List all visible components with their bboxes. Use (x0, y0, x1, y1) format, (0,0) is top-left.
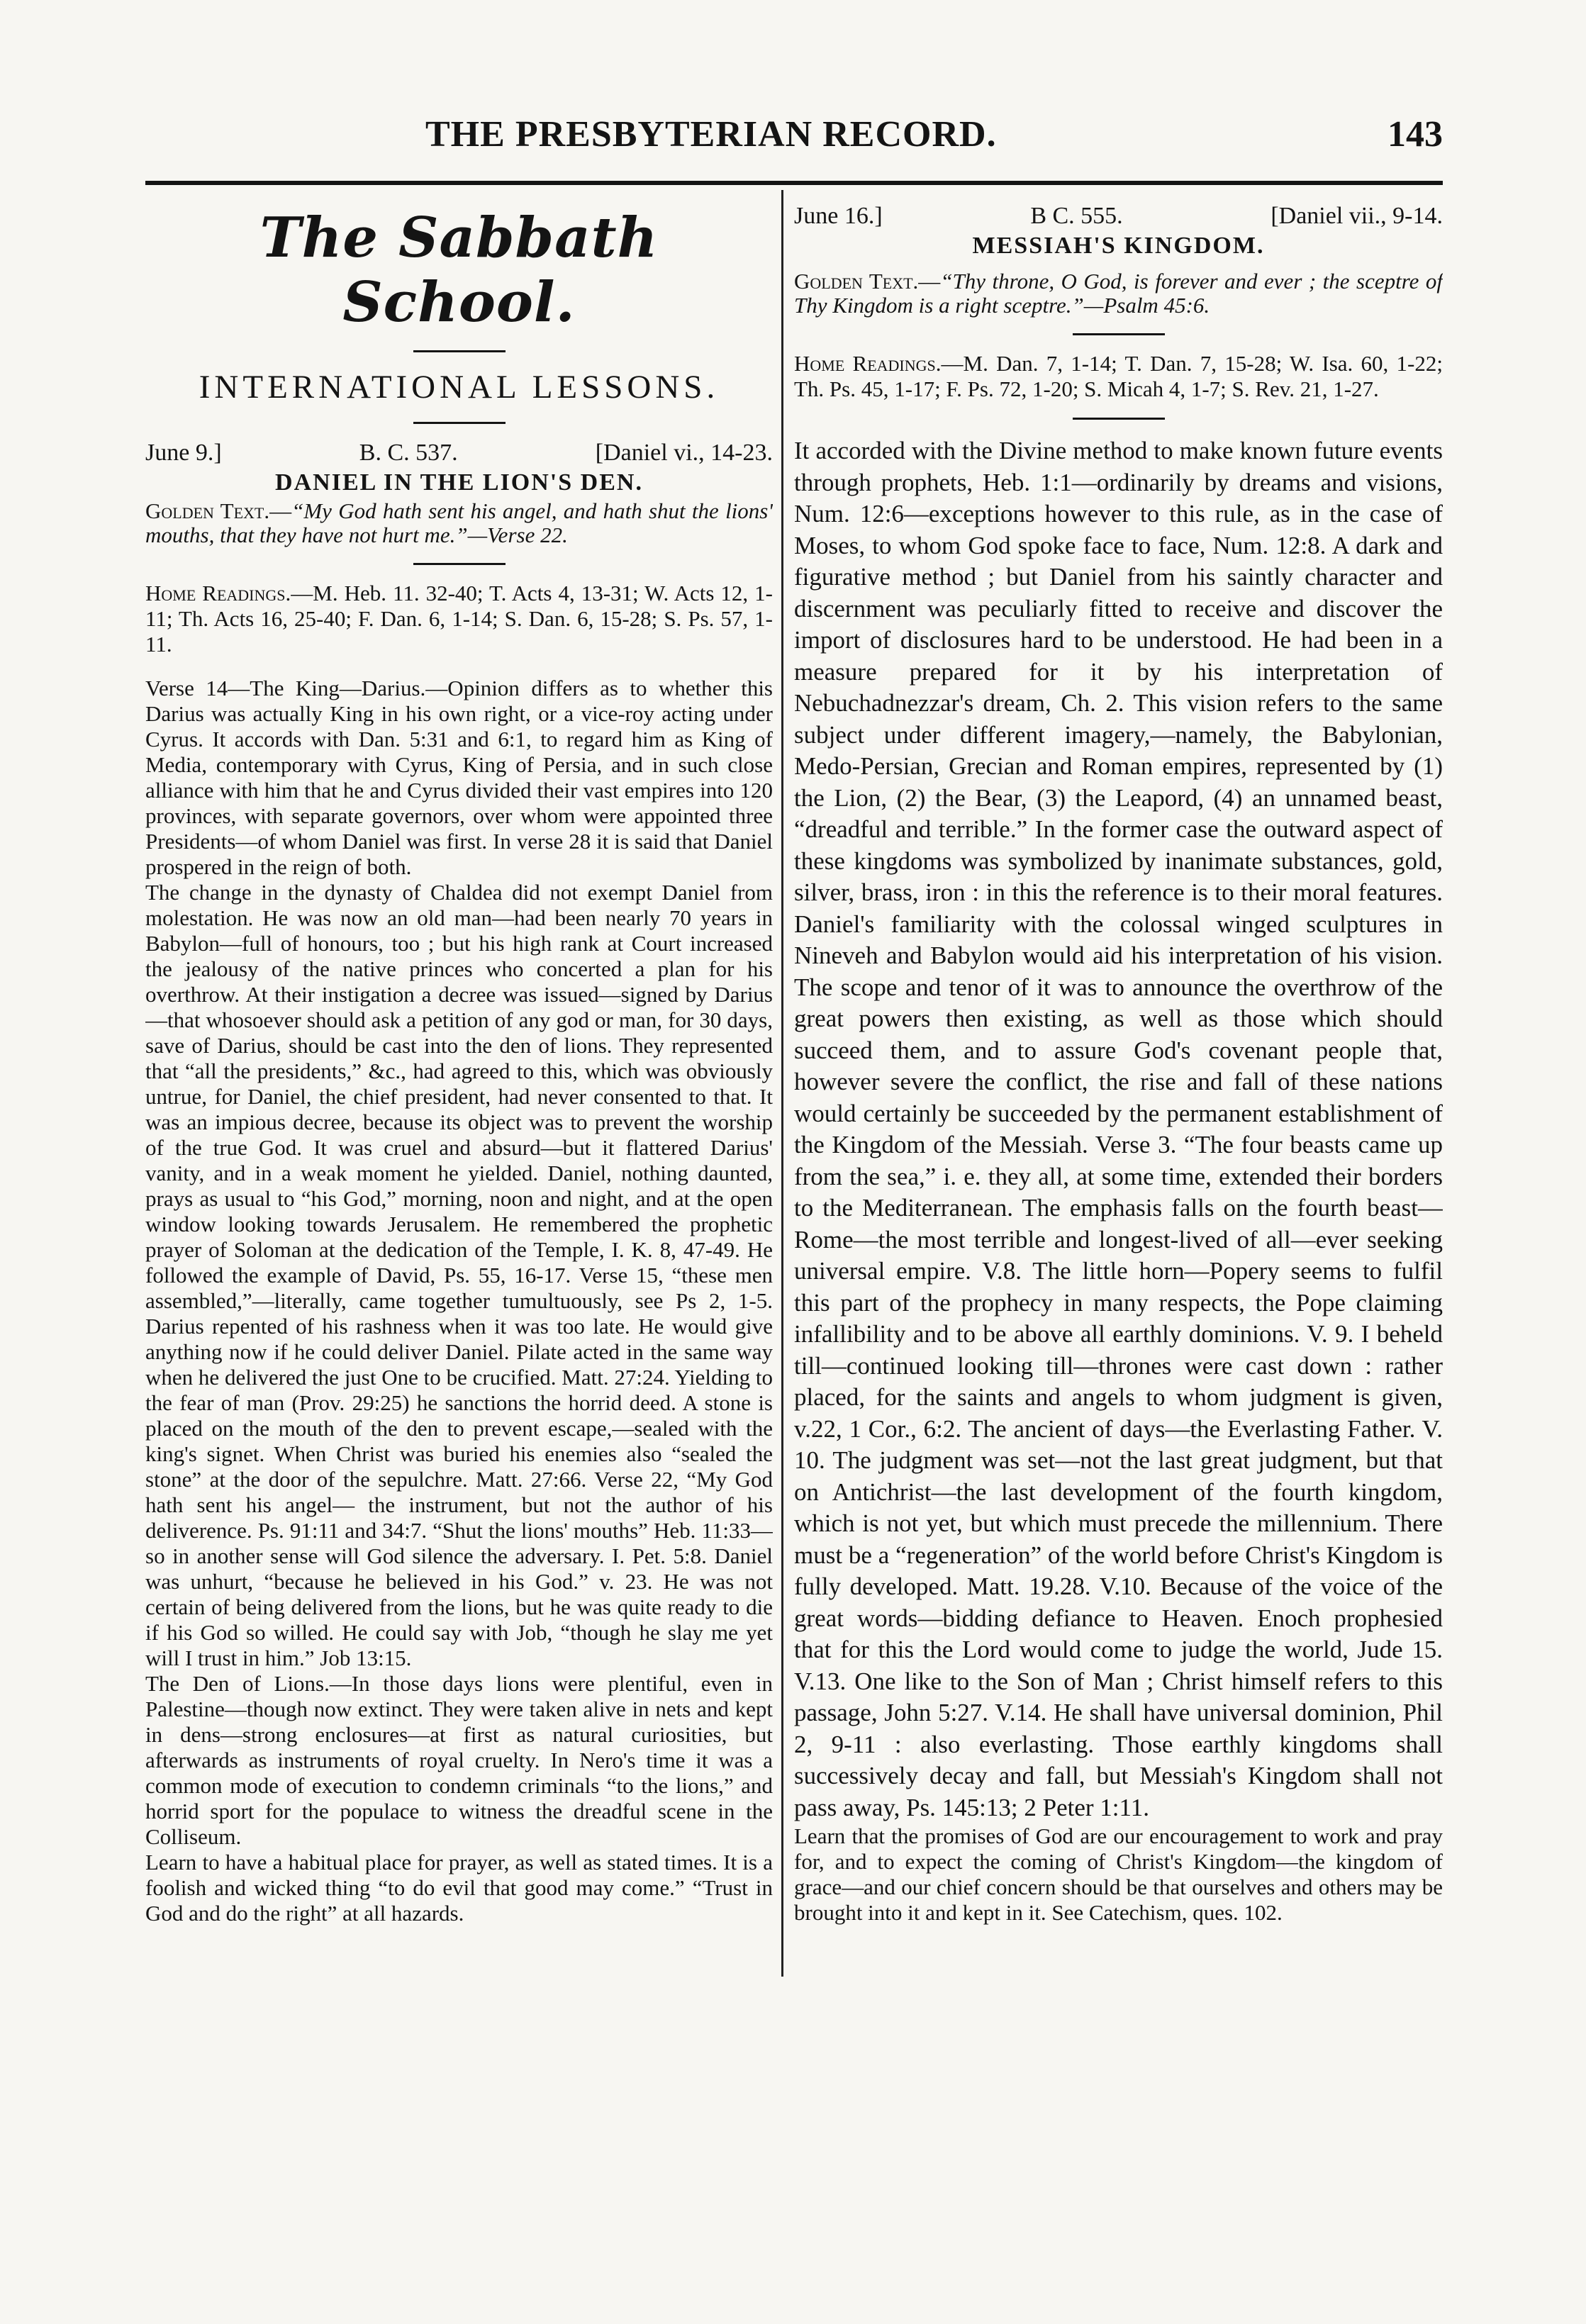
column-divider (781, 190, 783, 1977)
paragraph: The change in the dynasty of Chaldea did not exempt Daniel from molestation. He was now an old man—had been nearly 70 years in Babylon—full of honours, too ; but his high rank at Court increased the jealousy of the native princes who concerted a plan for his overthrow. At their instigation a decree was issued—signed by Darius—that whosoever should ask a petition of any god or man, for 30 days, save of Darius, should be cast into the den of lions. They represented that “all the presidents,” &c., had agreed to this, which was obviously untrue, for Daniel, the chief president, had never consented to that. It was an impious decree, because its object was to prevent the worship of the true God. It was cruel and absurd—but it flattered Darius' vanity, and in a weak moment he yielded. Daniel, nothing daunted, prays as usual to “his God,” morning, noon and night, and at the open window looking towards Jerusalem. He remembered the prophetic prayer of Soloman at the dedication of the Temple, I. K. 8, 47-49. He followed the example of David, Ps. 55, 16-17. Verse 15, “these men assembled,”—literally, came together tumultuously, see Ps 2, 1-5. Darius repented of his rashness when it was too late. He would give anything now if he could deliver Daniel. Pilate acted in the same way when he delivered the just One to be crucified. Matt. 27:24. Yielding to the fear of man (Prov. 29:25) he sanctions the horrid deed. A stone is placed on the mouth of the den to prevent escape,—sealed with the king's signet. When Christ was buried his enemies also “sealed the stone” at the door of the sepulchre. Matt. 27:66. Verse 22, “My God hath sent his angel— the instrument, but not the author of his deliverence. Ps. 91:11 and 34:7. “Shut the lions' mouths” Heb. 11:33—so in another sense will God silence the adversary. I. Pet. 5:8. Daniel was unhurt, “because he believed in his God.” v. 23. He was not certain of being delivered from the lions, but he was quite ready to die if his God so willed. He could say with Job, “though he slay me yet will I trust in him.” Job 13:15. (145, 880, 773, 1670)
lesson-reference: [Daniel vi., 14-23. (595, 440, 773, 466)
short-rule (413, 422, 506, 424)
lesson-date: June 9.] (145, 440, 222, 466)
home-readings-text: M. Dan. 7, 1-14; T. Dan. 7, 15-28; W. Isa. 60, 1-22; Th. Ps. 45, 1-17; F. Ps. 72, 1-20; S. Micah 4, 1-7; S. Rev. 21, 1-27. (794, 351, 1443, 401)
short-rule (1073, 333, 1165, 335)
lesson-title: DANIEL IN THE LION'S DEN. (275, 469, 643, 496)
page-number: 143 (1387, 114, 1443, 155)
golden-label: Golden Text.— (145, 498, 292, 523)
home-label: Home Readings.— (145, 581, 313, 605)
lesson-header (145, 440, 773, 467)
lesson-era: B C. 555. (1030, 203, 1123, 229)
home-readings (794, 351, 1443, 402)
section-title: The Sabbath School. (259, 206, 659, 335)
right-body (794, 435, 1443, 1823)
short-rule (413, 350, 506, 352)
paragraph: Learn that the promises of God are our encouragement to work and pray for, and to expect the coming of Christ's Kingdom—the kingdom of grace—and our chief concern should be that ourselves and others may be brought into it and kept in it. See Catechism, ques. 102. (794, 1823, 1443, 1925)
running-header (145, 113, 1443, 170)
golden-text (794, 269, 1443, 318)
home-label: Home Readings.— (794, 351, 964, 376)
golden-text (145, 499, 773, 547)
lesson-reference: [Daniel vii., 9-14. (1271, 203, 1443, 229)
golden-label: Golden Text.— (794, 269, 941, 294)
right-column (794, 199, 1443, 2148)
lesson-date: June 16.] (794, 203, 883, 229)
lesson-title: MESSIAH'S KINGDOM. (972, 233, 1265, 259)
paragraph: Learn to have a habitual place for prayer, as well as stated times. It is a foolish and wicked thing “to do evil that good may come.” “Trust in God and do the right” at all hazards. (145, 1850, 773, 1926)
paragraph: It accorded with the Divine method to make known future events through prophets, Heb. 1:1—ordinarily by dreams and visions, Num. 12:6—exceptions however to this rule, as in the case of Moses, to whom God spoke face to face, Num. 12:8. A dark and figurative method ; but Daniel from his saintly character and discernment was peculiarly fitted to receive and discover the import of disclosures hard to be understood. He had been in a measure prepared for it by his interpretation of Nebuchadnezzar's dream, Ch. 2. This vision refers to the same subject under different imagery,—namely, the Babylonian, Medo-Persian, Grecian and Roman empires, represented by (1) the Lion, (2) the Bear, (3) the Leapord, (4) an unnamed beast, “dreadful and terrible.” In the former case the outward aspect of these kingdoms was symbolized by inanimate substances, gold, silver, brass, iron : in this the reference is to their moral features. Daniel's familiarity with the colossal winged sculptures in Nineveh and Babylon would aid his interpretation of his vision. The scope and tenor of it was to announce the overthrow of the great powers then existing, as well as those which should succeed them, and to assure God's covenant people that, however severe the conflict, the rise and fall of these nations would certainly be succeeded by the permanent establishment of the Kingdom of the Messiah. Verse 3. “The four beasts came up from the sea,” i. e. they all, at some time, extended their borders to the Mediterranean. The emphasis falls on the fourth beast—Rome—the most terrible and longest-lived of all—ever seeking universal empire. V.8. The little horn—Popery seems to fulfil this part of the prophecy in many respects, the Pope claiming infallibility and to be above all earthly dominions. V. 9. I beheld till—continued looking till—thrones were cast down : rather placed, for the saints and angels to whom judgment is given, v.22, 1 Cor., 6:2. The ancient of days—the Everlasting Father. V. 10. The judgment was set—not the last great judgment, but that on Antichrist—the last development of the fourth kingdom, which is not yet, but which must precede the millennium. There must be a “regeneration” of the world before Christ's Kingdom is fully developed. Matt. 19.28. V.10. Because of the voice of the great words—bidding defiance to Heaven. Enoch prophesied that for this the Lord would come to judge the world, Jude 15. V.13. One like to the Son of Man ; Christ himself refers to this passage, John 5:27. V.14. He shall have universal dominion, Phil 2, 9-11 : also everlasting. Those earthly kingdoms shall successively decay and fall, but Messiah's Kingdom shall not pass away, Ps. 145:13; 2 Peter 1:11. (794, 437, 1443, 1821)
lesson-header (794, 203, 1443, 230)
left-column (145, 199, 773, 2148)
header-rule (145, 181, 1443, 185)
running-title: THE PRESBYTERIAN RECORD. (425, 114, 997, 155)
home-readings-text: M. Heb. 11. 32-40; T. Acts 4, 13-31; W. Acts 12, 1-11; Th. Acts 16, 25-40; F. Dan. 6, 1-14; S. Dan. 6, 15-28; S. Ps. 57, 1-11. (145, 581, 773, 657)
golden-quote: “Thy throne, O God, is forever and ever ; the sceptre of Thy Kingdom is a right sceptre.”—Psalm 45:6. (794, 269, 1443, 318)
short-rule (1073, 418, 1165, 420)
home-readings (145, 581, 773, 657)
right-body-small (794, 1823, 1443, 1926)
short-rule (413, 563, 506, 565)
paragraph: The Den of Lions.—In those days lions were plentiful, even in Palestine—though now extinct. They were taken alive in nets and kept in dens—strong enclosures—at first as natural curiosities, but afterwards as instruments of royal cruelty. In Nero's time it was a common mode of execution to condemn criminals “to the lions,” and horrid sport for the populace to witness the dreadful scene in the Colliseum. (145, 1671, 773, 1849)
paragraph: Verse 14—The King—Darius.—Opinion differs as to whether this Darius was actually King in his own right, or a vice-roy acting under Cyrus. It accords with Dan. 5:31 and 6:1, to regard him as King of Media, contemporary with Cyrus, King of Persia, and in such close alliance with him that he and Cyrus divided their vast empires into 120 provinces, with separate governors, over whom were appointed three Presidents—of whom Daniel was first. In verse 28 it is said that Daniel prospered in the reign of both. (145, 676, 773, 879)
golden-quote: “My God hath sent his angel, and hath shut the lions' mouths, that they have not hurt me.”—Verse 22. (145, 498, 773, 547)
series-title: INTERNATIONAL LESSONS. (199, 369, 720, 406)
lesson-era: B. C. 537. (359, 440, 458, 466)
